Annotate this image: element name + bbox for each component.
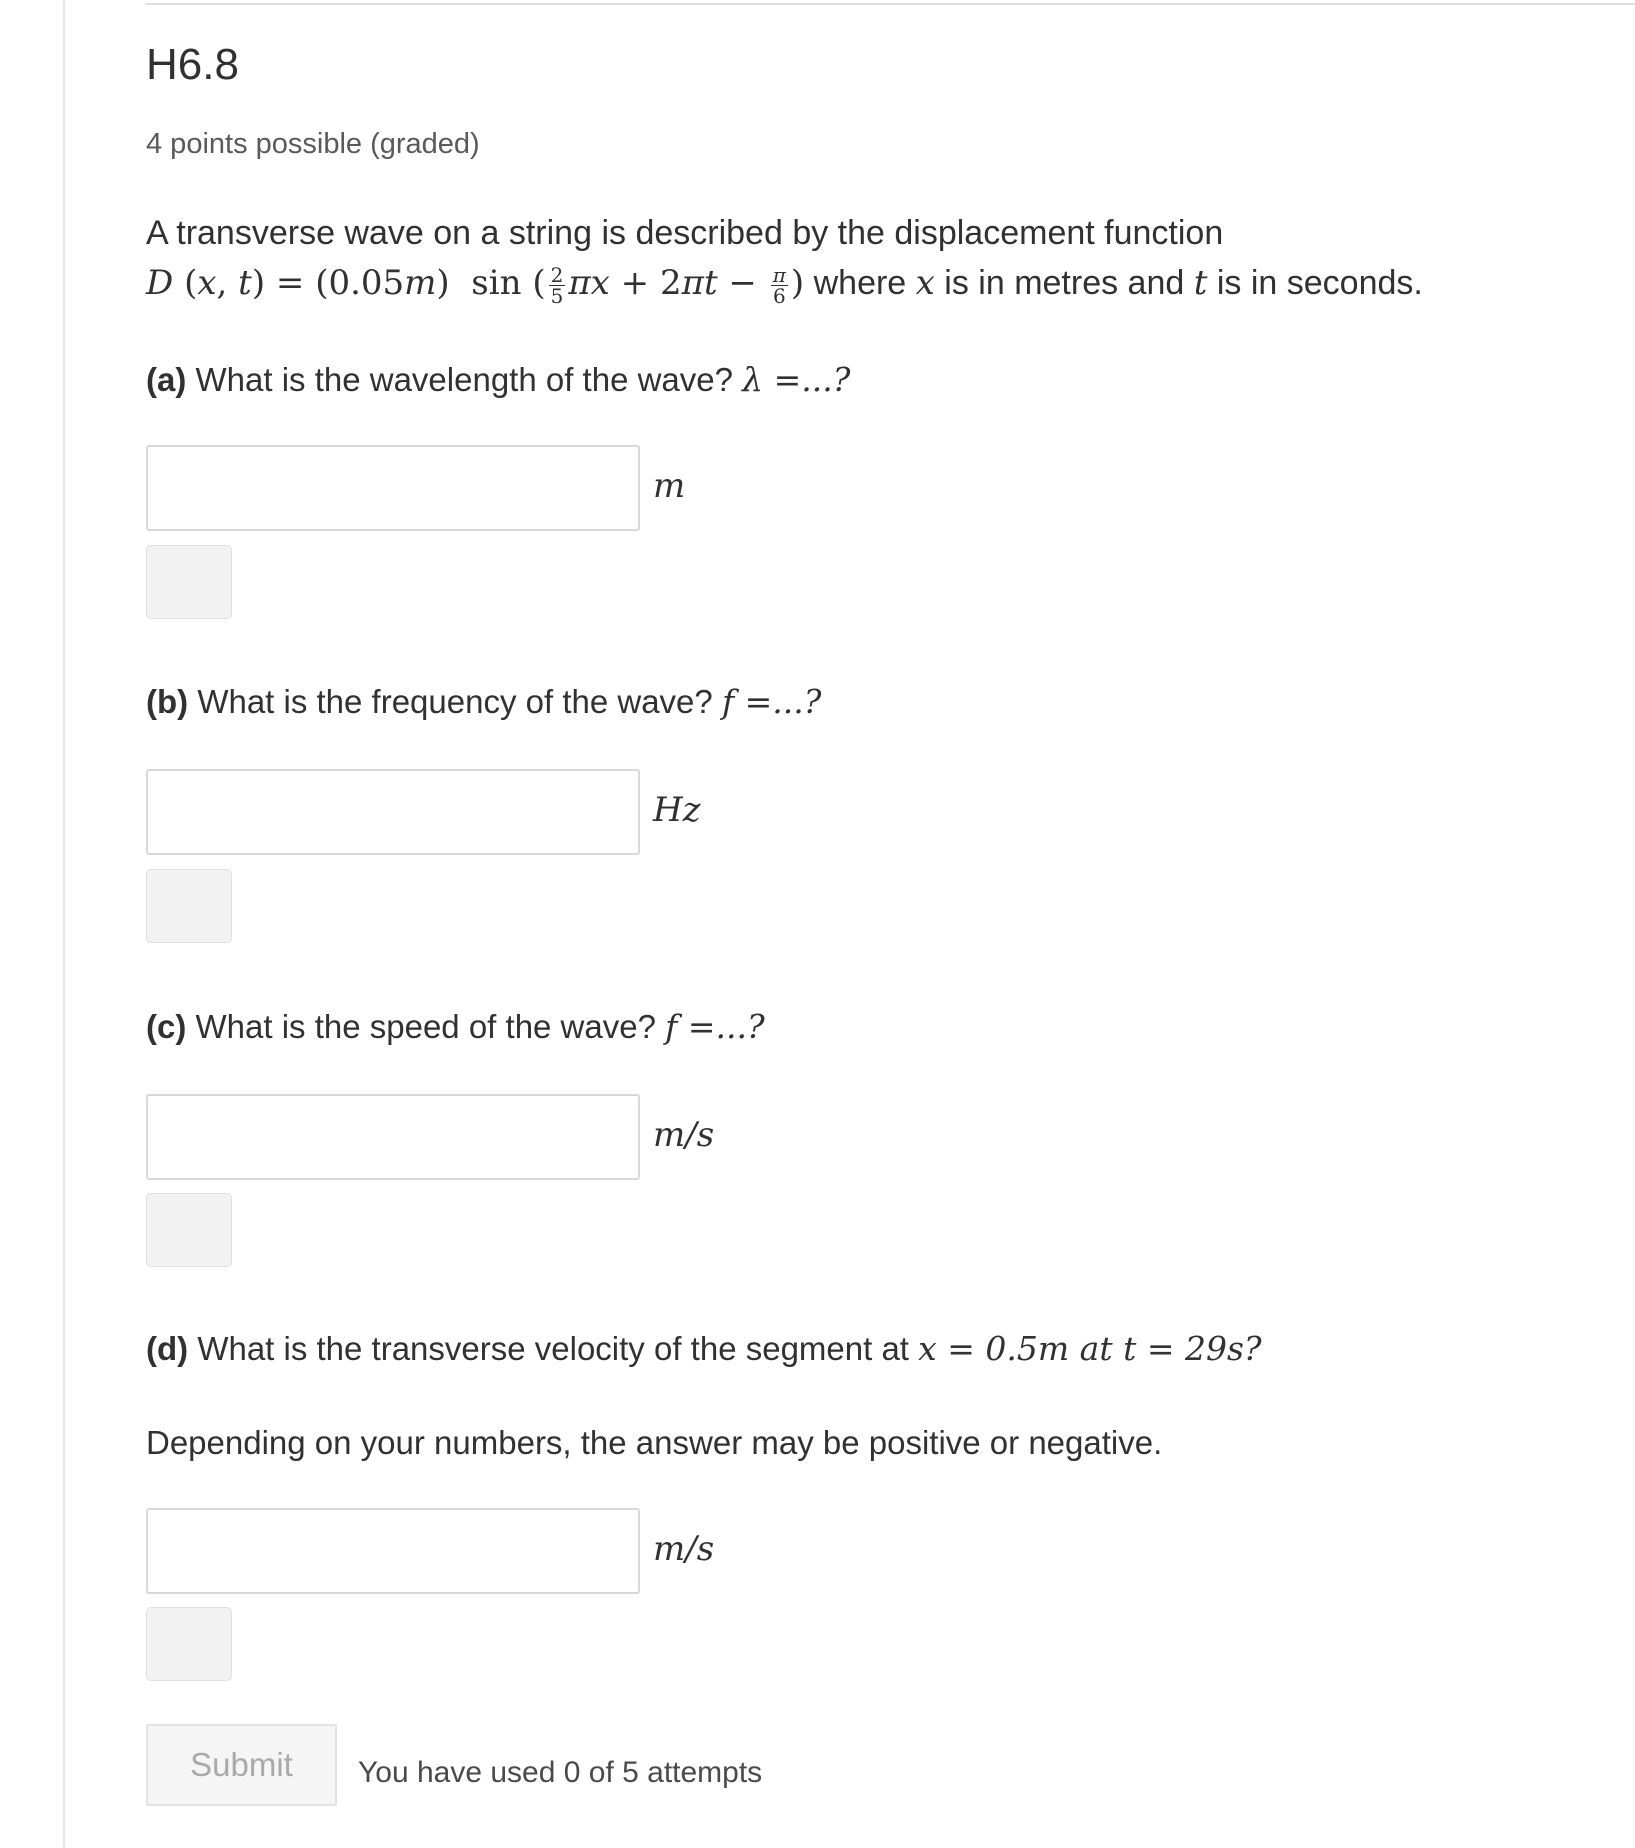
- question-c-label: (c): [146, 1008, 187, 1045]
- attempts-counter: You have used 0 of 5 attempts: [358, 1756, 763, 1789]
- intro-line-2-suffix: where x is in metres and t is in seconds.: [804, 263, 1423, 303]
- answer-b-input[interactable]: [146, 769, 640, 855]
- question-b: [146, 682, 821, 721]
- answer-c-input[interactable]: [146, 1094, 640, 1180]
- question-d-text: What is the transverse velocity of the segment at: [197, 1330, 909, 1367]
- question-d-math: x = 0.5m at t = 29s?: [918, 1329, 1262, 1368]
- intro-line-1: A transverse wave on a string is described by the displacement function: [146, 214, 1224, 252]
- question-b-math: f =...?: [721, 682, 822, 721]
- intro-line-2: [146, 258, 1423, 308]
- question-b-text: What is the frequency of the wave?: [197, 683, 713, 720]
- question-d-label: (d): [146, 1330, 189, 1367]
- status-b-indicator: [146, 869, 232, 943]
- question-c: [146, 1007, 765, 1046]
- unit-b: Hz: [653, 790, 701, 830]
- unit-d: m/s: [653, 1529, 715, 1569]
- status-d-indicator: [146, 1607, 232, 1681]
- question-a-text: What is the wavelength of the wave?: [195, 361, 733, 398]
- question-b-label: (b): [146, 683, 189, 720]
- points-possible: 4 points possible (graded): [146, 128, 480, 160]
- unit-c: m/s: [653, 1115, 715, 1155]
- answer-d-input[interactable]: [146, 1508, 640, 1594]
- question-a-math: λ =...?: [742, 360, 851, 399]
- top-divider: [145, 3, 1635, 5]
- question-d: [146, 1329, 1262, 1368]
- question-d-note: Depending on your numbers, the answer may be positive or negative.: [146, 1424, 1163, 1461]
- status-c-indicator: [146, 1193, 232, 1267]
- question-c-math: f =...?: [665, 1007, 765, 1046]
- question-a-label: (a): [146, 361, 187, 398]
- status-a-indicator: [146, 545, 232, 619]
- answer-a-input[interactable]: [146, 445, 640, 531]
- problem-title: H6.8: [146, 40, 239, 89]
- displacement-equation: D (x, t) = (0.05m) sin ( $\frac{2}{5}$ πx + 2πt − $\frac{\pi}{6}$ ): [146, 262, 805, 308]
- question-c-text: What is the speed of the wave?: [195, 1008, 656, 1045]
- question-a: [146, 360, 850, 399]
- left-divider: [63, 0, 65, 1848]
- submit-button[interactable]: Submit: [146, 1724, 337, 1806]
- unit-a: m: [653, 466, 686, 506]
- problem-description: [146, 208, 1423, 308]
